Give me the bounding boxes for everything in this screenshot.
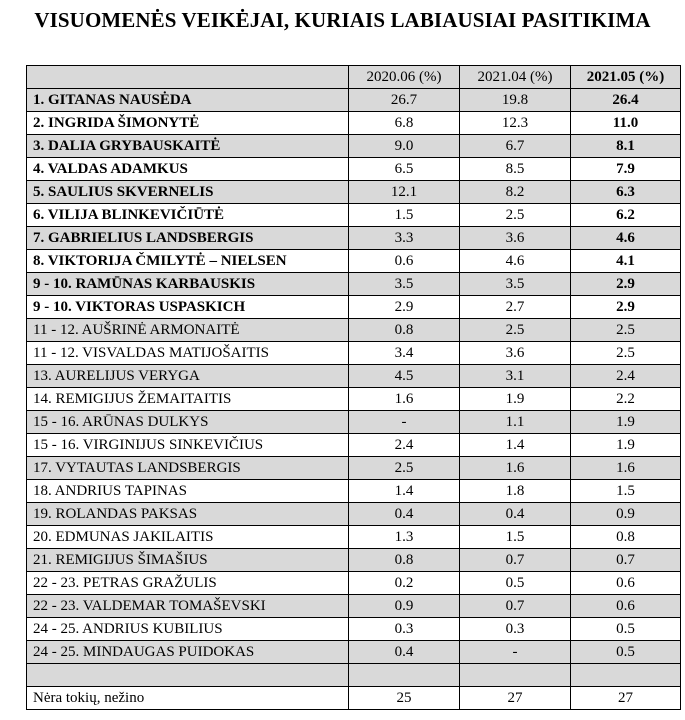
value-2020-06-cell: 12.1	[349, 181, 460, 204]
name-cell: 17. VYTAUTAS LANDSBERGIS	[27, 457, 349, 480]
spacer-cell	[27, 664, 349, 687]
name-cell: 24 - 25. ANDRIUS KUBILIUS	[27, 618, 349, 641]
value-2021-05-cell: 2.5	[571, 342, 681, 365]
value-2021-05-cell: 4.1	[571, 250, 681, 273]
table-row	[27, 112, 681, 135]
value-2021-04-cell: 1.8	[460, 480, 571, 503]
name-cell: 22 - 23. VALDEMAR TOMAŠEVSKI	[27, 595, 349, 618]
value-2021-04-cell: 8.2	[460, 181, 571, 204]
value-2020-06-cell: 0.8	[349, 319, 460, 342]
value-2021-05-cell: 2.9	[571, 273, 681, 296]
name-cell: 24 - 25. MINDAUGAS PUIDOKAS	[27, 641, 349, 664]
value-2021-04-cell: 0.5	[460, 572, 571, 595]
value-2021-04-cell: 19.8	[460, 89, 571, 112]
value-2021-05-cell: 2.9	[571, 296, 681, 319]
value-2021-04-cell: 4.6	[460, 250, 571, 273]
table-row	[27, 618, 681, 641]
value-2021-05-cell: 1.5	[571, 480, 681, 503]
value-2021-04-cell: 1.1	[460, 411, 571, 434]
name-cell: 21. REMIGIJUS ŠIMAŠIUS	[27, 549, 349, 572]
table-row	[27, 641, 681, 664]
value-2021-04-cell: 12.3	[460, 112, 571, 135]
table-row	[27, 204, 681, 227]
name-cell: 7. GABRIELIUS LANDSBERGIS	[27, 227, 349, 250]
trust-table	[26, 65, 681, 710]
spacer-row	[27, 664, 681, 687]
value-2021-04-cell: 6.7	[460, 135, 571, 158]
value-2021-05-cell: 0.5	[571, 618, 681, 641]
name-cell: 18. ANDRIUS TAPINAS	[27, 480, 349, 503]
value-2021-05-cell: 26.4	[571, 89, 681, 112]
name-cell: 5. SAULIUS SKVERNELIS	[27, 181, 349, 204]
value-2020-06-cell: 1.6	[349, 388, 460, 411]
value-2021-05-cell: 0.6	[571, 595, 681, 618]
value-2021-04-cell: 1.4	[460, 434, 571, 457]
value-2021-04-cell: 0.7	[460, 549, 571, 572]
value-2021-04-cell: 3.5	[460, 273, 571, 296]
table-row	[27, 296, 681, 319]
header-cell-name	[27, 66, 349, 89]
value-2020-06-cell: 1.4	[349, 480, 460, 503]
table-row	[27, 480, 681, 503]
value-2020-06-cell: 4.5	[349, 365, 460, 388]
name-cell: 8. VIKTORIJA ČMILYTĖ – NIELSEN	[27, 250, 349, 273]
table-row	[27, 572, 681, 595]
table-row	[27, 181, 681, 204]
value-2020-06-cell: 3.5	[349, 273, 460, 296]
value-2020-06-cell: 0.8	[349, 549, 460, 572]
table-row	[27, 365, 681, 388]
header-row	[27, 66, 681, 89]
value-2021-04-cell: -	[460, 641, 571, 664]
value-2021-04-cell: 2.5	[460, 204, 571, 227]
name-cell: 11 - 12. AUŠRINĖ ARMONAITĖ	[27, 319, 349, 342]
value-2020-06-cell: 2.4	[349, 434, 460, 457]
value-2021-04-cell: 1.5	[460, 526, 571, 549]
value-2020-06-cell: 2.9	[349, 296, 460, 319]
value-2021-05-cell: 1.9	[571, 411, 681, 434]
footer-2020-06-cell: 25	[349, 687, 460, 710]
value-2021-04-cell: 3.6	[460, 227, 571, 250]
value-2020-06-cell: 0.4	[349, 503, 460, 526]
name-cell: 22 - 23. PETRAS GRAŽULIS	[27, 572, 349, 595]
spacer-cell	[571, 664, 681, 687]
value-2020-06-cell: 3.3	[349, 227, 460, 250]
name-cell: 9 - 10. VIKTORAS USPASKICH	[27, 296, 349, 319]
value-2021-05-cell: 7.9	[571, 158, 681, 181]
value-2020-06-cell: 9.0	[349, 135, 460, 158]
value-2021-05-cell: 0.8	[571, 526, 681, 549]
footer-name-cell: Nėra tokių, nežino	[27, 687, 349, 710]
header-cell-2021-04: 2021.04 (%)	[460, 66, 571, 89]
name-cell: 19. ROLANDAS PAKSAS	[27, 503, 349, 526]
table-row	[27, 135, 681, 158]
value-2021-05-cell: 2.2	[571, 388, 681, 411]
value-2021-04-cell: 2.5	[460, 319, 571, 342]
footer-2021-04-cell: 27	[460, 687, 571, 710]
table-row	[27, 158, 681, 181]
value-2021-05-cell: 0.6	[571, 572, 681, 595]
table-row	[27, 388, 681, 411]
value-2020-06-cell: 0.4	[349, 641, 460, 664]
value-2020-06-cell: 1.5	[349, 204, 460, 227]
header-cell-2020-06: 2020.06 (%)	[349, 66, 460, 89]
value-2020-06-cell: 6.5	[349, 158, 460, 181]
value-2020-06-cell: 6.8	[349, 112, 460, 135]
header-2021-05-text: 2021.05 (%)	[586, 69, 665, 85]
table-row	[27, 434, 681, 457]
value-2021-04-cell: 3.6	[460, 342, 571, 365]
table-row	[27, 250, 681, 273]
header-cell-2021-05	[571, 66, 681, 89]
table-row	[27, 319, 681, 342]
table-row	[27, 526, 681, 549]
value-2021-05-cell: 2.5	[571, 319, 681, 342]
name-cell: 3. DALIA GRYBAUSKAITĖ	[27, 135, 349, 158]
table-row	[27, 457, 681, 480]
value-2020-06-cell: 0.9	[349, 595, 460, 618]
value-2021-04-cell: 0.4	[460, 503, 571, 526]
value-2020-06-cell: 0.2	[349, 572, 460, 595]
value-2021-05-cell: 1.6	[571, 457, 681, 480]
name-cell: 14. REMIGIJUS ŽEMAITAITIS	[27, 388, 349, 411]
value-2021-05-cell: 2.4	[571, 365, 681, 388]
name-cell: 11 - 12. VISVALDAS MATIJOŠAITIS	[27, 342, 349, 365]
value-2020-06-cell: 26.7	[349, 89, 460, 112]
name-cell: 20. EDMUNAS JAKILAITIS	[27, 526, 349, 549]
table-row	[27, 503, 681, 526]
table-row	[27, 411, 681, 434]
value-2021-05-cell: 4.6	[571, 227, 681, 250]
value-2021-04-cell: 2.7	[460, 296, 571, 319]
table-row	[27, 595, 681, 618]
name-cell: 2. INGRIDA ŠIMONYTĖ	[27, 112, 349, 135]
name-cell: 15 - 16. ARŪNAS DULKYS	[27, 411, 349, 434]
value-2020-06-cell: 0.6	[349, 250, 460, 273]
value-2020-06-cell: 3.4	[349, 342, 460, 365]
value-2020-06-cell: 1.3	[349, 526, 460, 549]
value-2021-04-cell: 1.6	[460, 457, 571, 480]
value-2021-05-cell: 11.0	[571, 112, 681, 135]
value-2021-05-cell: 0.7	[571, 549, 681, 572]
name-cell: 6. VILIJA BLINKEVIČIŪTĖ	[27, 204, 349, 227]
footer-2021-05-cell: 27	[571, 687, 681, 710]
value-2021-04-cell: 8.5	[460, 158, 571, 181]
name-cell: 4. VALDAS ADAMKUS	[27, 158, 349, 181]
name-cell: 13. AURELIJUS VERYGA	[27, 365, 349, 388]
value-2021-05-cell: 0.9	[571, 503, 681, 526]
value-2021-05-cell: 0.5	[571, 641, 681, 664]
value-2020-06-cell: 0.3	[349, 618, 460, 641]
name-cell: 15 - 16. VIRGINIJUS SINKEVIČIUS	[27, 434, 349, 457]
name-cell: 9 - 10. RAMŪNAS KARBAUSKIS	[27, 273, 349, 296]
value-2021-04-cell: 0.3	[460, 618, 571, 641]
value-2021-04-cell: 0.7	[460, 595, 571, 618]
value-2021-05-cell: 6.3	[571, 181, 681, 204]
value-2021-04-cell: 3.1	[460, 365, 571, 388]
table-row	[27, 273, 681, 296]
value-2020-06-cell: -	[349, 411, 460, 434]
value-2021-05-cell: 1.9	[571, 434, 681, 457]
table-row	[27, 89, 681, 112]
table-body	[27, 66, 681, 710]
spacer-cell	[349, 664, 460, 687]
table-row	[27, 342, 681, 365]
table-row	[27, 227, 681, 250]
footer-row	[27, 687, 681, 710]
value-2020-06-cell: 2.5	[349, 457, 460, 480]
page-title: VISUOMENĖS VEIKĖJAI, KURIAIS LABIAUSIAI PASITIKIMA	[34, 8, 651, 32]
value-2021-04-cell: 1.9	[460, 388, 571, 411]
value-2021-05-cell: 6.2	[571, 204, 681, 227]
name-cell: 1. GITANAS NAUSĖDA	[27, 89, 349, 112]
table-row	[27, 549, 681, 572]
value-2021-05-cell: 8.1	[571, 135, 681, 158]
spacer-cell	[460, 664, 571, 687]
